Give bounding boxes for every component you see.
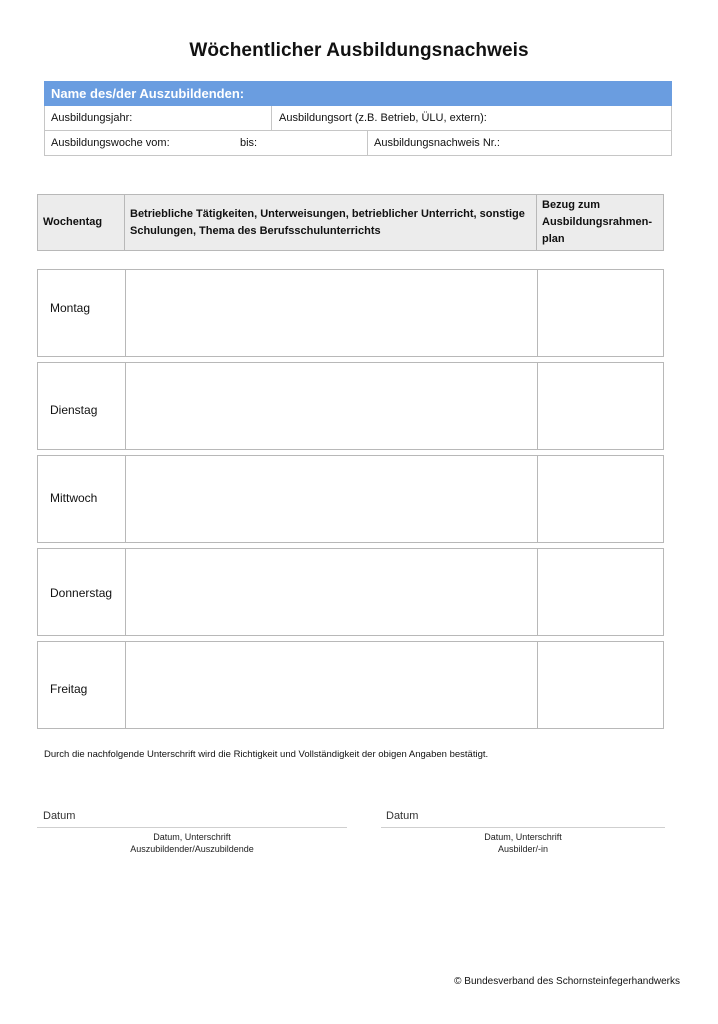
day-row-tuesday [37,362,664,450]
activities-field-monday[interactable] [126,270,537,356]
trainer-signature-caption: Datum, Unterschrift Ausbilder/-in [484,832,562,854]
activities-field-wednesday[interactable] [126,456,537,542]
week-from-label: Ausbildungswoche vom: [51,137,170,149]
copyright-footer: © Bundesverband des Schornsteinfegerhandwerks [454,976,680,987]
activities-field-friday[interactable] [126,642,537,728]
day-label-monday: Montag [50,301,91,315]
day-row-thursday [37,548,664,636]
trainee-signature-line[interactable] [37,827,347,828]
record-number-label: Ausbildungsnachweis Nr.: [374,137,500,149]
week-to-label: bis: [240,137,258,149]
info-row-year-place [44,106,672,131]
day-row-wednesday [37,455,664,543]
activities-field-thursday[interactable] [126,549,537,635]
trainee-date-label: Datum [43,810,76,822]
column-header-reference: Bezug zum Ausbildungsrahmen- plan [542,199,653,245]
trainee-signature-caption: Datum, Unterschrift Auszubildender/Auszubildende [130,832,254,854]
trainer-signature-line[interactable] [381,827,665,828]
day-row-monday [37,269,664,357]
confirmation-text: Durch die nachfolgende Unterschrift wird die Richtigkeit und Vollständigkeit der obigen Angaben bestätigt. [44,749,489,760]
record-number-field[interactable] [368,131,672,155]
reference-field-thursday[interactable] [538,549,663,635]
training-place-label: Ausbildungsort (z.B. Betrieb, ÜLU, extern): [279,112,487,124]
training-place-field[interactable] [272,106,672,130]
reference-field-wednesday[interactable] [538,456,663,542]
reference-field-monday[interactable] [538,270,663,356]
page-title: Wöchentlicher Ausbildungsnachweis [189,40,529,61]
column-header-day: Wochentag [38,195,125,250]
day-label-tuesday: Dienstag [50,403,98,417]
info-row-week [44,131,672,156]
activities-field-tuesday[interactable] [126,363,537,449]
reference-field-tuesday[interactable] [538,363,663,449]
day-label-friday: Freitag [50,682,88,696]
reference-field-friday[interactable] [538,642,663,728]
day-label-thursday: Donnerstag [50,586,113,600]
training-week-field[interactable] [45,131,367,155]
table-header [37,194,664,251]
training-year-label: Ausbildungsjahr: [51,112,133,124]
trainer-date-label: Datum [386,810,419,822]
day-label-wednesday: Mittwoch [50,491,98,505]
column-header-activities: Betriebliche Tätigkeiten, Unterweisungen, betrieblicher Unterricht, sonstige Schulungen, Thema des Berufsschulunterrichts [125,195,537,250]
trainee-name-field[interactable]: Name des/der Auszubildenden: [44,81,672,106]
training-year-field[interactable] [45,106,271,130]
day-row-friday [37,641,664,729]
